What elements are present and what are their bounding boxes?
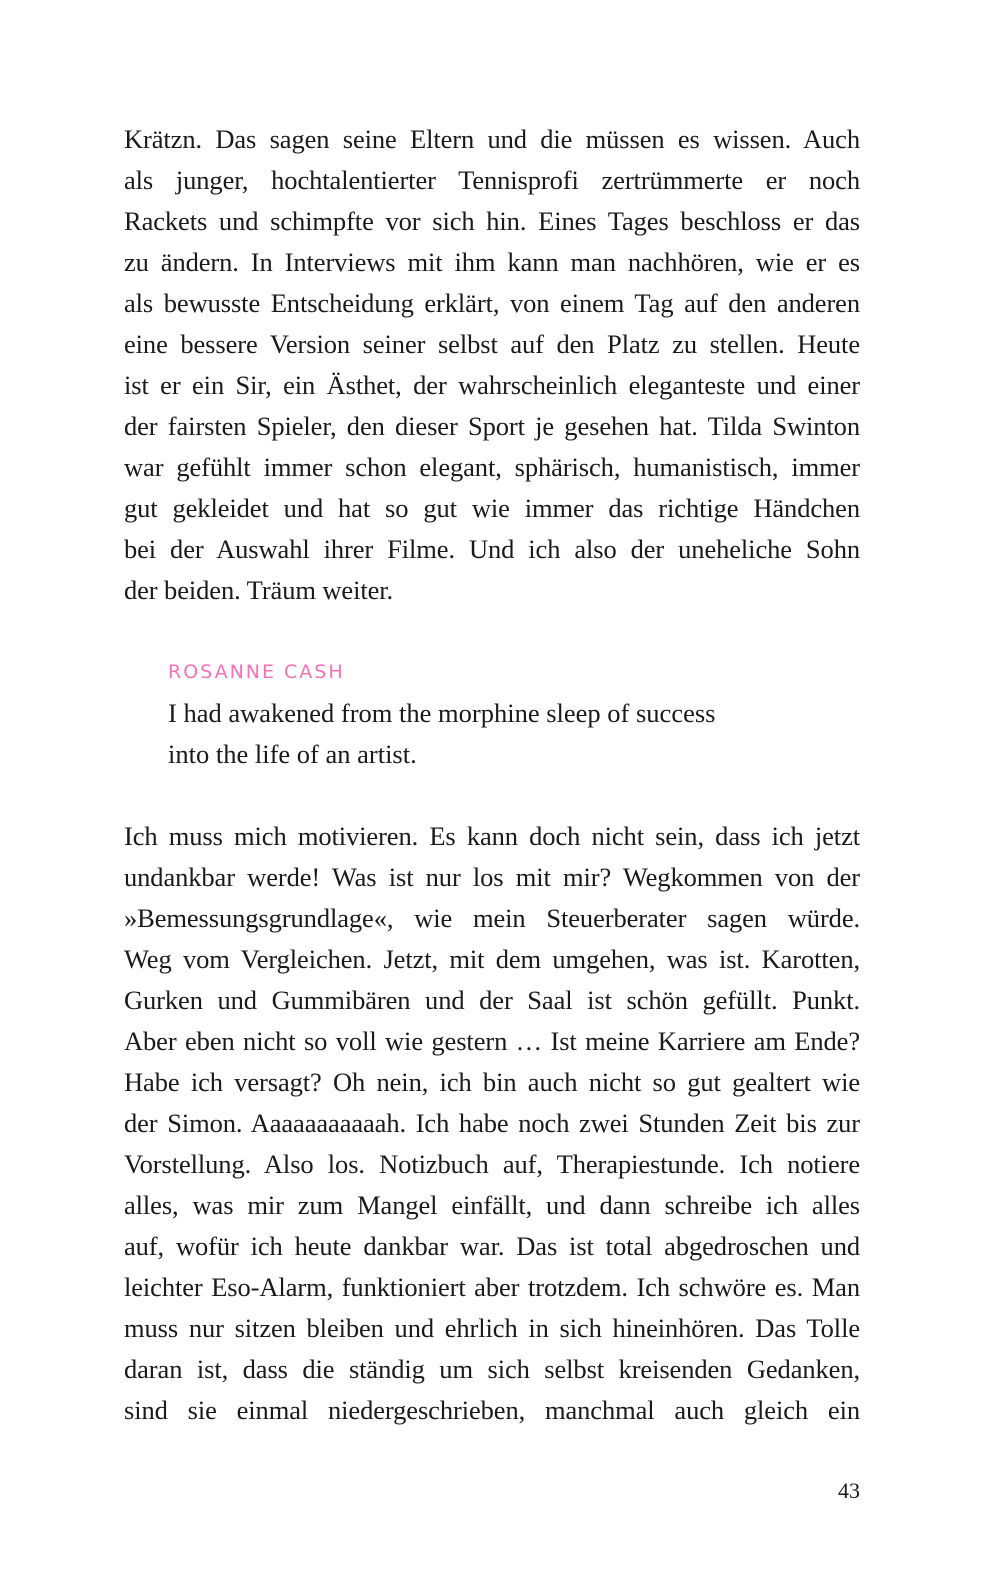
paragraph-1 [124,119,860,611]
quote-line: I had awakened from the morphine sleep of success [168,698,716,728]
text-line: sind sie einmal niedergeschrieben, manchmal auch gleich ein [124,1395,860,1425]
text-line: alles, was mir zum Mangel einfällt, und dann schreibe ich alles [124,1190,860,1220]
text-line: daran ist, dass die ständig um sich selbst kreisenden Gedanken, [124,1354,860,1384]
text-line: der fairsten Spieler, den dieser Sport je gesehen hat. Tilda Swinton [124,411,860,441]
text-line: »Bemessungsgrundlage«, wie mein Steuerberater sagen würde. [124,903,860,933]
text-line: gut gekleidet und hat so gut wie immer das richtige Händchen [124,493,860,523]
text-line: muss nur sitzen bleiben und ehrlich in sich hineinhören. Das Tolle [124,1313,860,1343]
text-line: leichter Eso-Alarm, funktioniert aber trotzdem. Ich schwöre es. Man [124,1272,860,1302]
text-line: bei der Auswahl ihrer Filme. Und ich also der uneheliche Sohn [124,534,860,564]
text-line: der Simon. Aaaaaaaaaaah. Ich habe noch zwei Stunden Zeit bis zur [124,1108,860,1138]
text-line: Habe ich versagt? Oh nein, ich bin auch nicht so gut gealtert wie [124,1067,860,1097]
text-line: Ich muss mich motivieren. Es kann doch nicht sein, dass ich jetzt [124,821,860,851]
text-line: undankbar werde! Was ist nur los mit mir? Wegkommen von der [124,862,860,892]
quote-author: ROSANNE CASH [168,661,345,683]
text-line: Vorstellung. Also los. Notizbuch auf, Therapiestunde. Ich notiere [124,1149,860,1179]
text-line: ist er ein Sir, ein Ästhet, der wahrscheinlich eleganteste und einer [124,370,860,400]
text-line: zu ändern. In Interviews mit ihm kann man nachhören, wie er es [124,247,860,277]
text-line: als junger, hochtalentierter Tennisprofi zertrümmerte er noch [124,165,860,195]
text-line: der beiden. Träum weiter. [124,575,394,605]
text-line: war gefühlt immer schon elegant, sphärisch, humanistisch, immer [124,452,860,482]
text-line: Rackets und schimpfte vor sich hin. Eines Tages beschloss er das [124,206,860,236]
book-page-body [124,119,860,1431]
text-line: Weg vom Vergleichen. Jetzt, mit dem umgehen, was ist. Karotten, [124,944,860,974]
page-number: 43 [838,1478,860,1503]
paragraph-2 [124,816,860,1431]
text-line: eine bessere Version seiner selbst auf den Platz zu stellen. Heute [124,329,860,359]
text-line: Krätzn. Das sagen seine Eltern und die müssen es wissen. Auch [124,124,860,154]
quote-line: into the life of an artist. [168,739,417,769]
text-line: als bewusste Entscheidung erklärt, von einem Tag auf den anderen [124,288,860,318]
text-line: Aber eben nicht so voll wie gestern … Ist meine Karriere am Ende? [124,1026,860,1056]
epigraph-quote [168,652,788,775]
text-line: Gurken und Gummibären und der Saal ist schön gefüllt. Punkt. [124,985,860,1015]
text-line: auf, wofür ich heute dankbar war. Das ist total abgedroschen und [124,1231,860,1261]
